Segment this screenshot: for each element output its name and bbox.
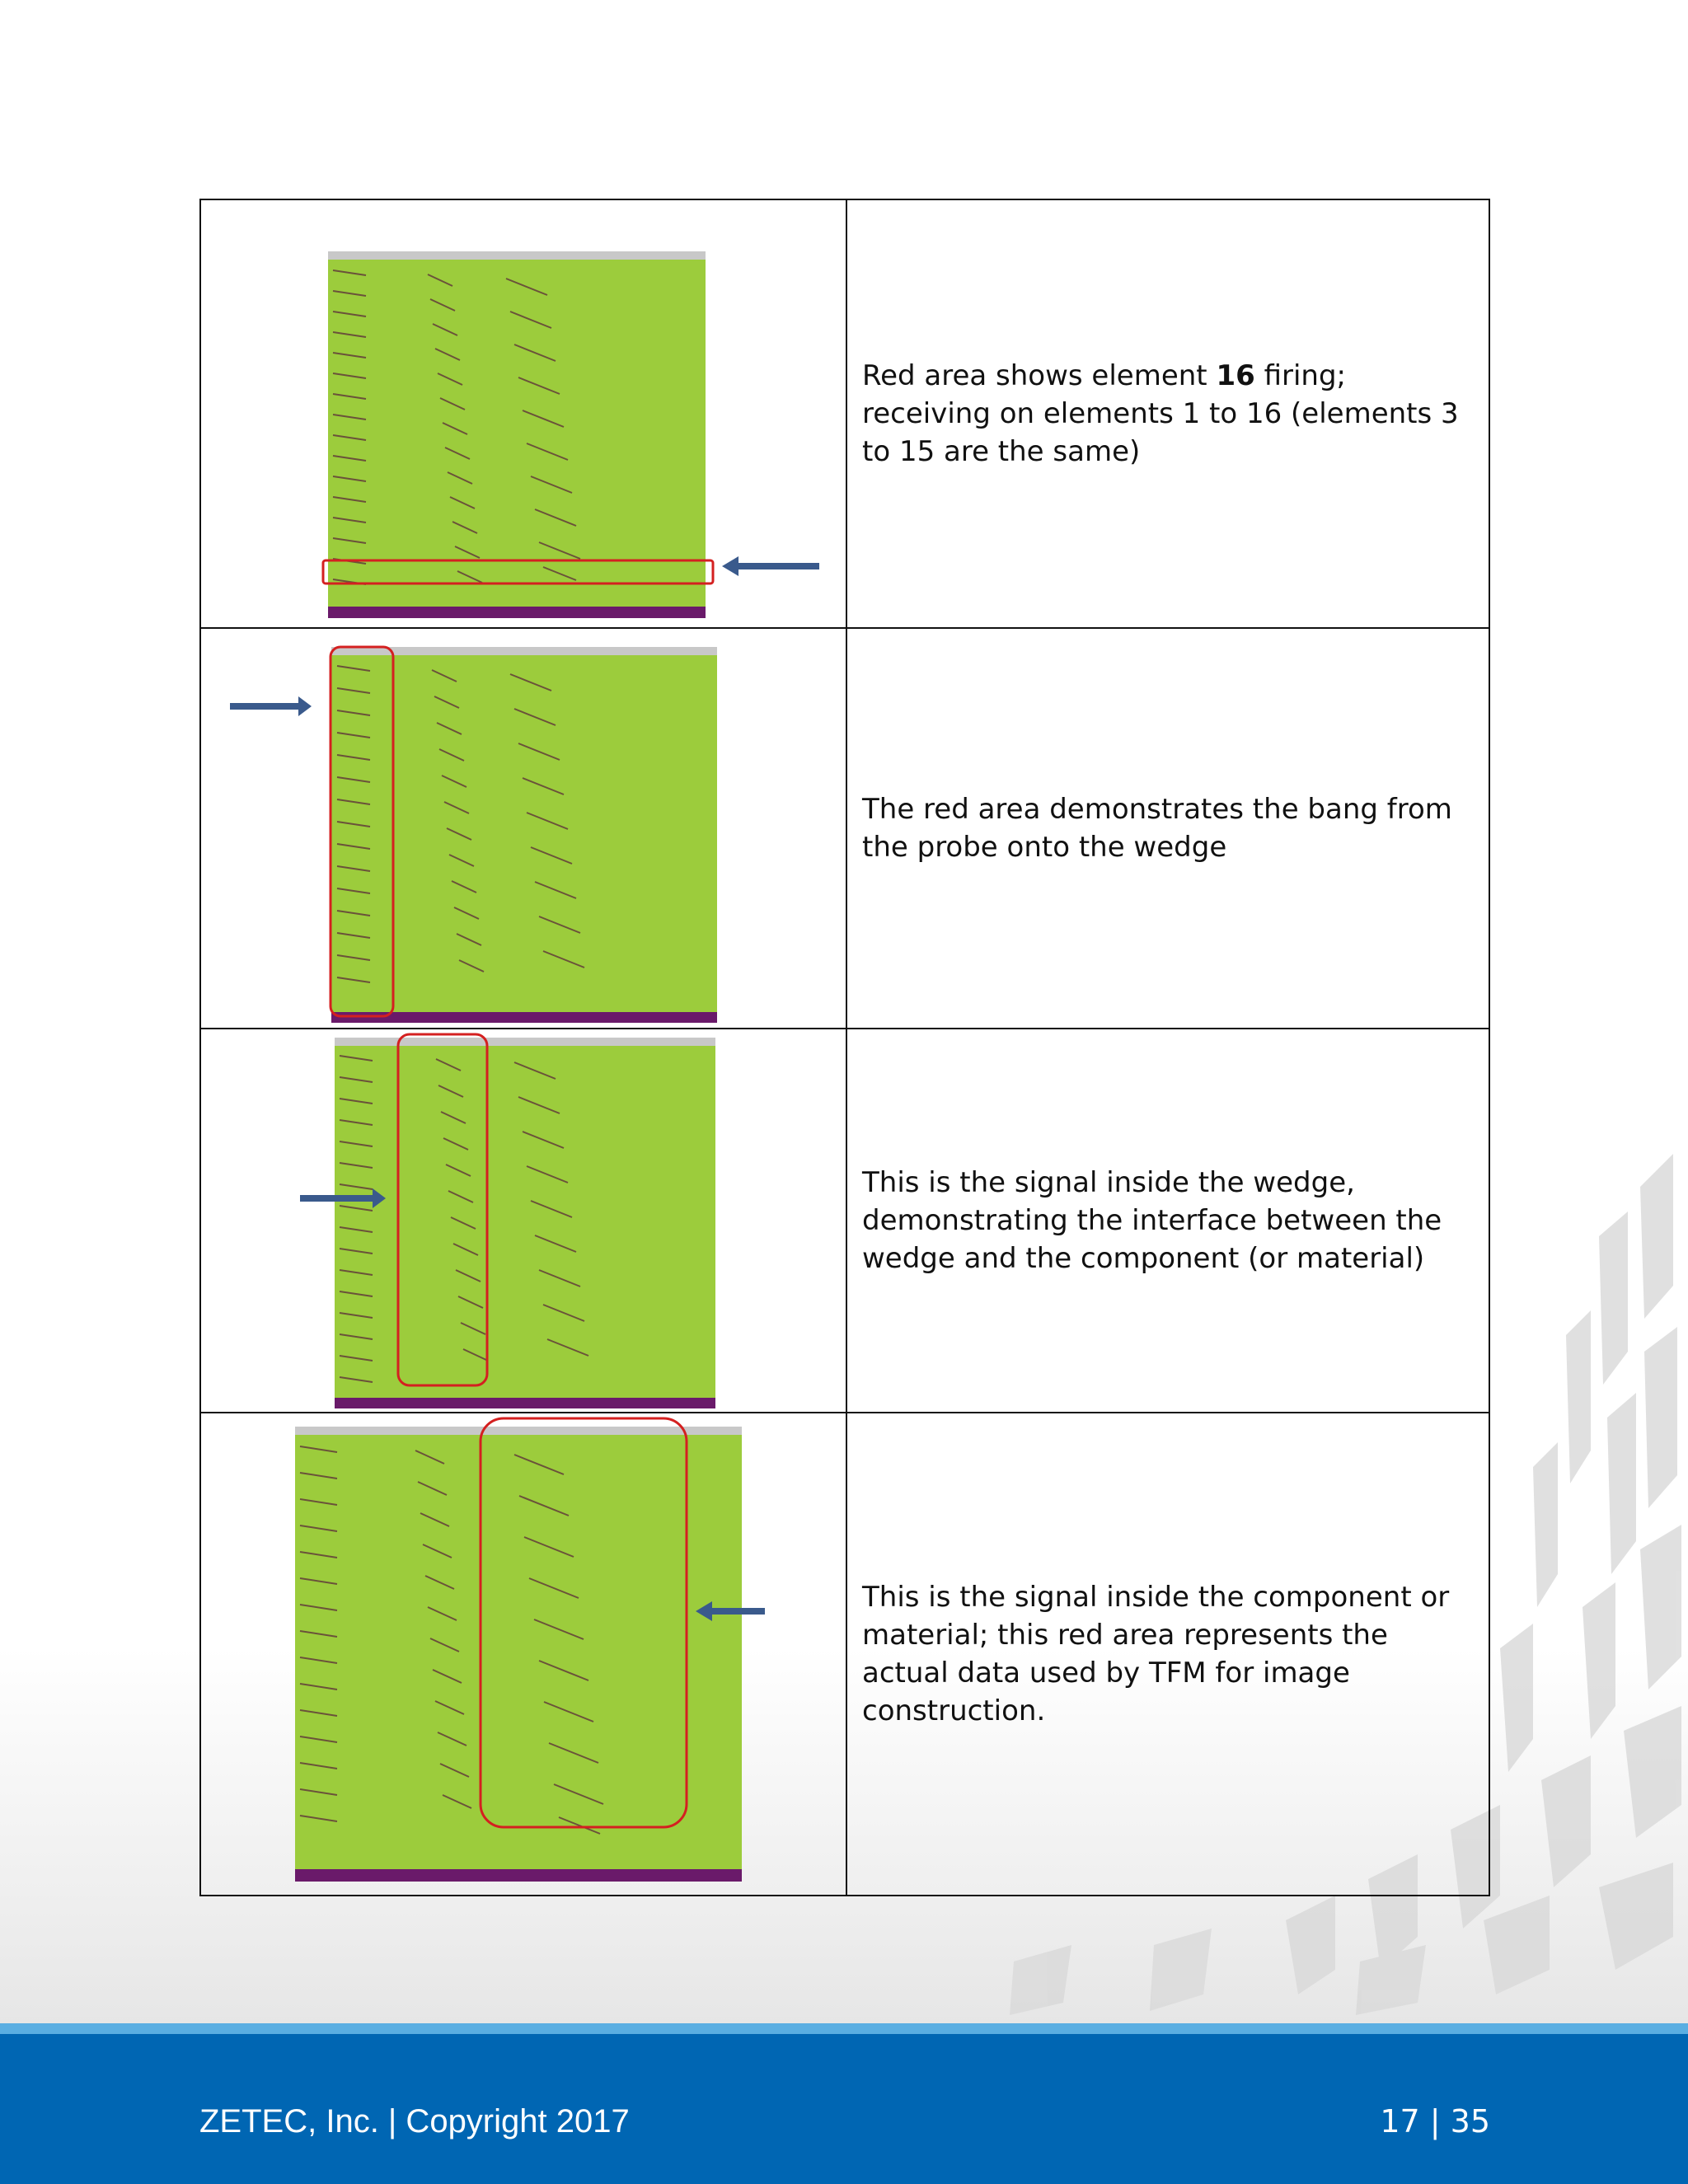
footer-accent-bar [0,2023,1688,2034]
table-row [200,1413,1489,1896]
description-cell: This is the signal inside the wedge, demonstrating the interface between the wedge and the component (or material) [846,1029,1489,1413]
table-row [200,1029,1489,1413]
arrow-right-icon [230,696,312,716]
description-cell: This is the signal inside the component or material; this red area represents the actual data used by TFM for image construction. [846,1413,1489,1896]
element-number: 16 [1216,359,1255,392]
footer-copyright: ZETEC, Inc. | Copyright 2017 [199,2103,630,2139]
scan-image-cell [200,199,846,628]
table-row [200,628,1489,1029]
ascan-image [201,1413,846,1895]
ascan-image [201,629,846,1028]
ascan-image [201,1029,846,1412]
scan-image-cell [200,1029,846,1413]
scan-image-cell [200,1413,846,1896]
description-cell: Red area shows element 16 firing; receiving on elements 1 to 16 (elements 3 to 15 are the same) [846,199,1489,628]
description-cell: The red area demonstrates the bang from the probe onto the wedge [846,628,1489,1029]
arrow-left-icon [722,556,819,576]
table-row [200,199,1489,628]
content-table [199,199,1490,1896]
ascan-image [201,200,846,627]
scan-image-cell [200,628,846,1029]
page-number: 17 | 35 [1380,2103,1490,2139]
